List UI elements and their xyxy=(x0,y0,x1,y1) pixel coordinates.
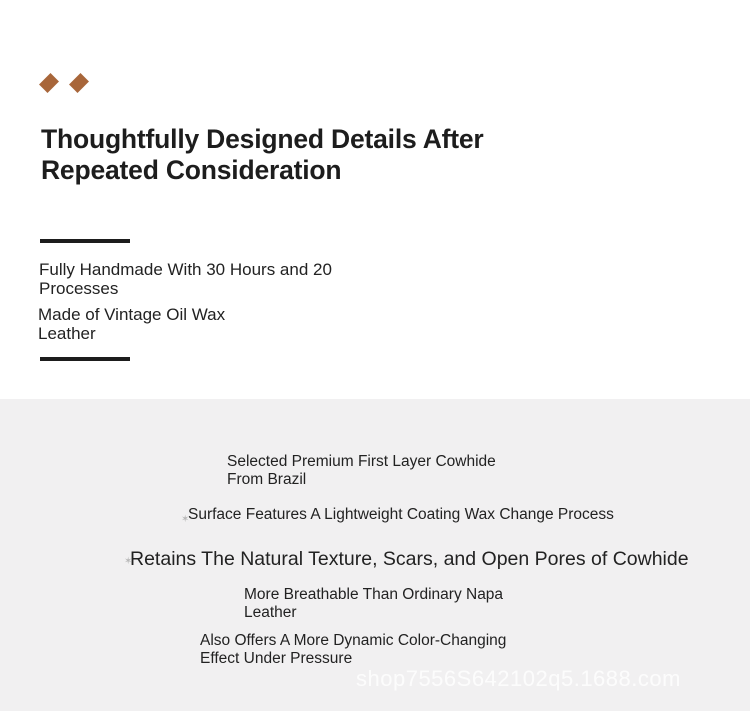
diamond-icon xyxy=(39,73,59,93)
spec-cowhide: Selected Premium First Layer Cowhide From Brazil xyxy=(227,453,496,488)
spec-color-changing: Also Offers A More Dynamic Color-Changing Effect Under Pressure xyxy=(200,632,507,667)
feature-leather: Made of Vintage Oil Wax Leather xyxy=(38,305,226,343)
spec-natural-texture: Retains The Natural Texture, Scars, and Open Pores of Cowhide xyxy=(130,548,689,570)
spec-wax-process: Surface Features A Lightweight Coating Wax Change Process xyxy=(188,506,614,523)
shop-watermark: shop7556S642102q5.1688.com xyxy=(356,666,681,691)
spec-breathable: More Breathable Than Ordinary Napa Leather xyxy=(244,586,504,621)
feature-handmade: Fully Handmade With 30 Hours and 20 Processes xyxy=(39,260,332,298)
divider-top xyxy=(40,239,130,243)
diamond-icon xyxy=(69,73,89,93)
star-icon: ✶ xyxy=(181,514,190,525)
divider-bottom xyxy=(40,357,130,361)
star-icon: ✶ xyxy=(124,556,133,567)
page-title: Thoughtfully Designed Details After Repeated Consideration xyxy=(41,124,484,185)
